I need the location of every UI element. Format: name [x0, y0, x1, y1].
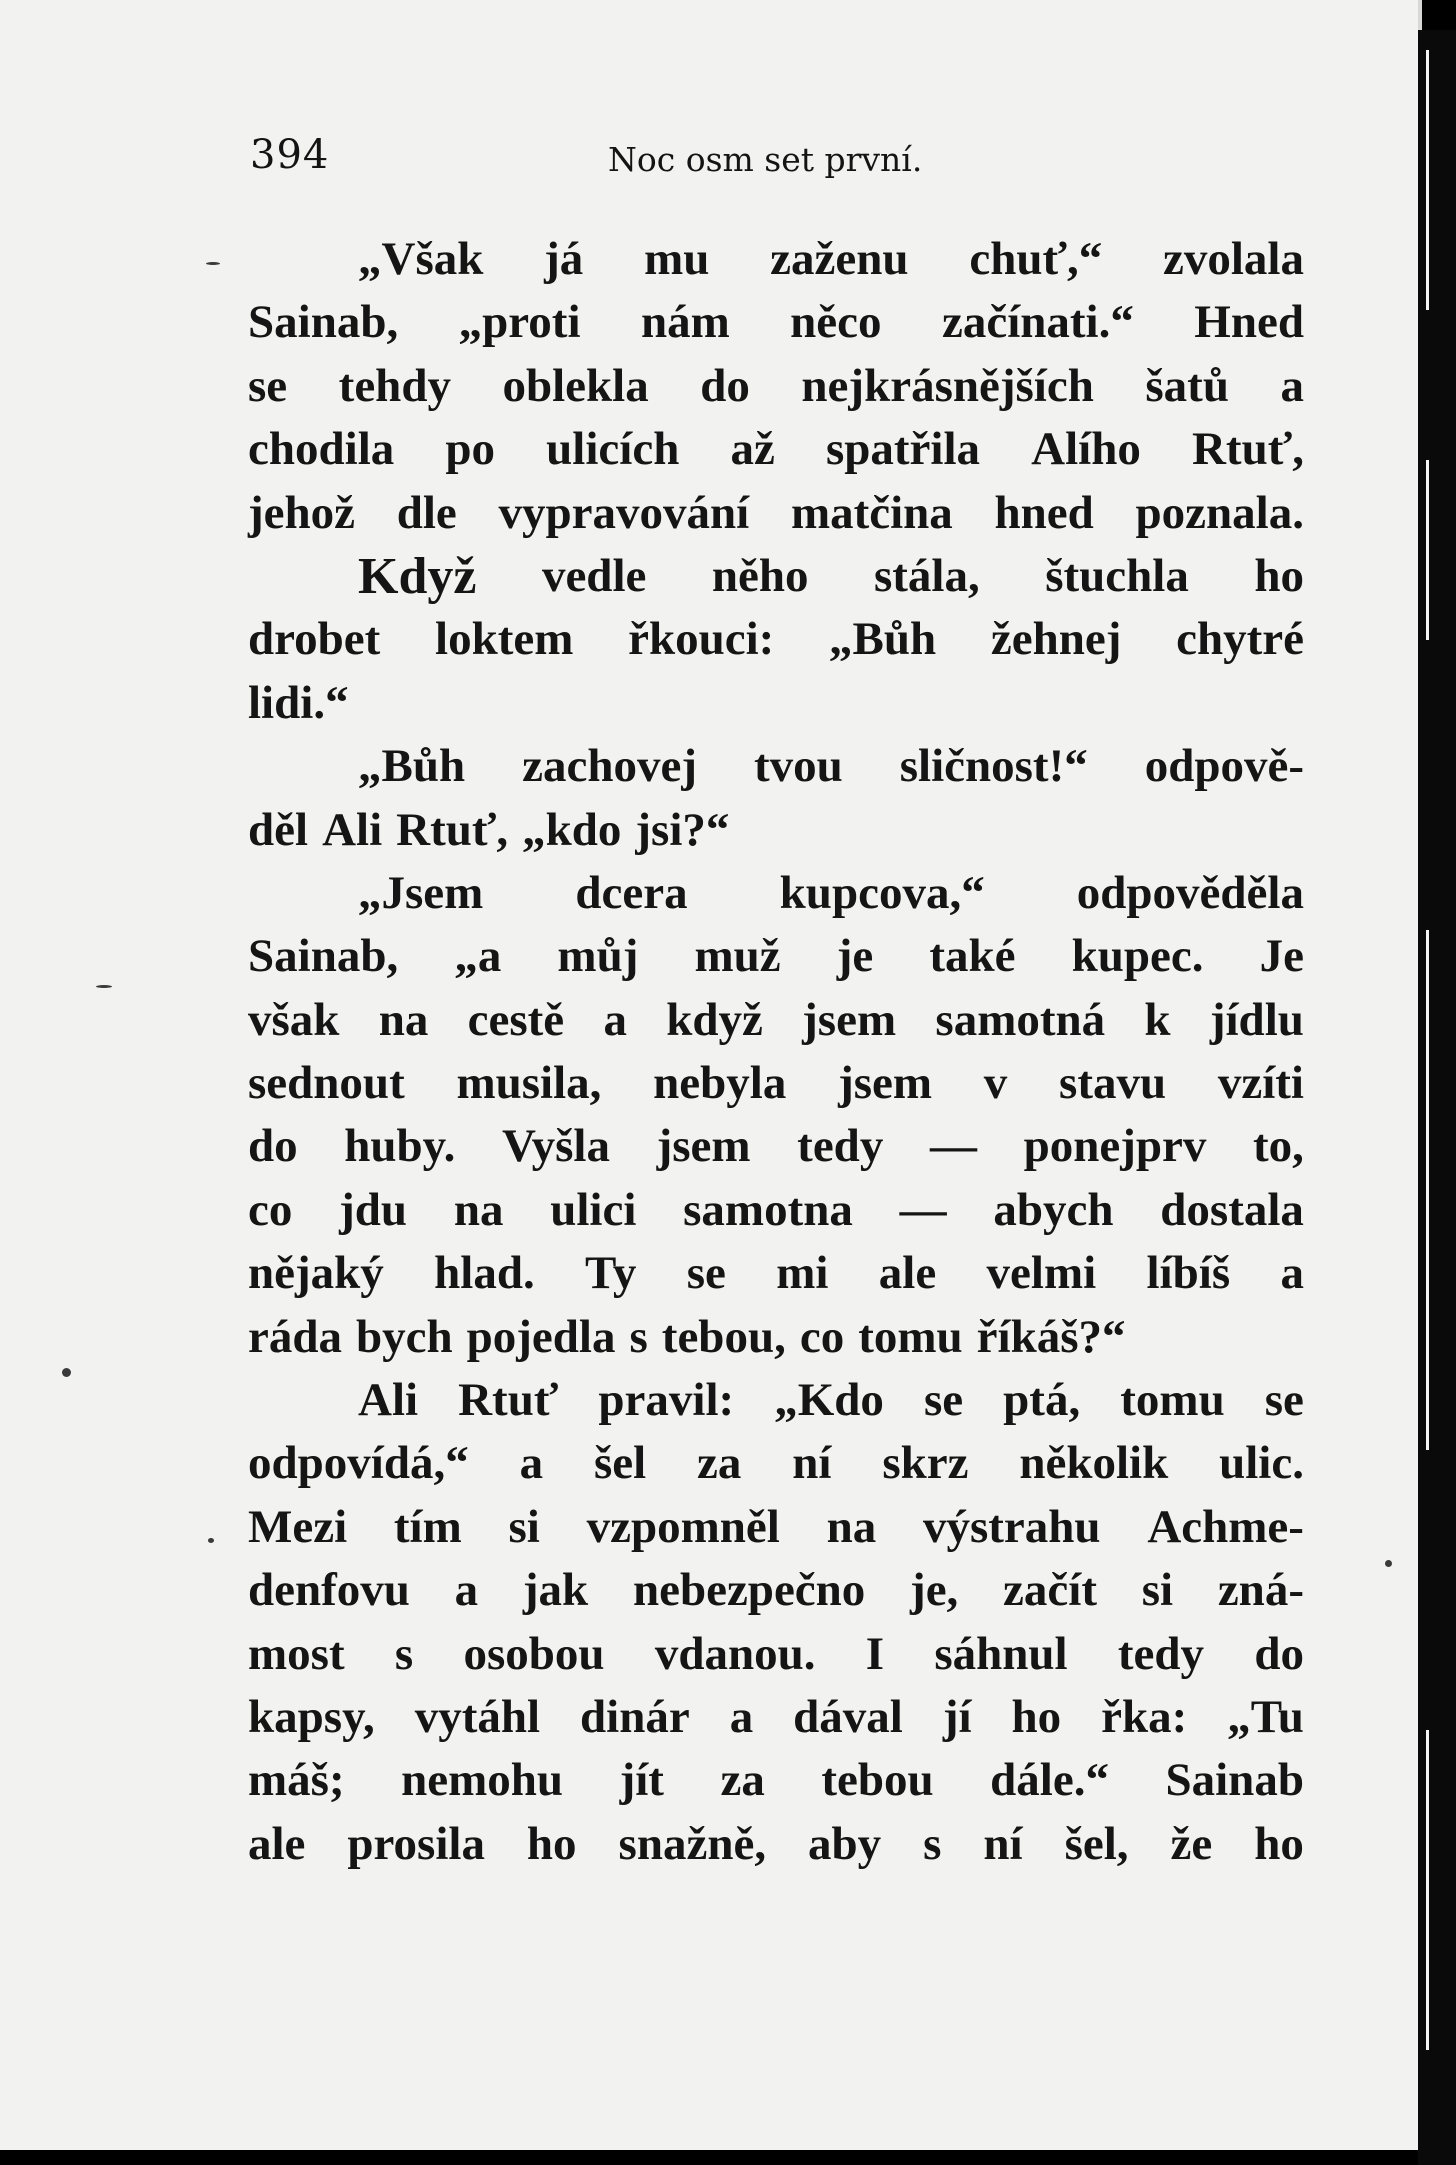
word: několik	[1019, 1437, 1169, 1490]
word: pravil:	[598, 1374, 735, 1427]
word: až	[730, 423, 775, 476]
word: ulici	[550, 1183, 637, 1236]
text-line	[248, 989, 1304, 1052]
edge-stripe	[1426, 930, 1429, 1450]
word: huby.	[344, 1120, 456, 1173]
word: na	[378, 993, 429, 1046]
word: mi	[776, 1247, 829, 1300]
word: šel	[593, 1437, 647, 1490]
text-line	[248, 1432, 1304, 1495]
word: začít	[1003, 1564, 1097, 1617]
word: zachovej	[522, 740, 697, 793]
text-line	[248, 291, 1304, 354]
word: Hned	[1194, 296, 1304, 349]
word: „a	[454, 930, 502, 983]
word: chodila	[248, 423, 395, 476]
word: „Kdo	[774, 1374, 884, 1427]
word: tebou,	[661, 1310, 786, 1363]
word: „kdo	[522, 803, 622, 856]
word: chytré	[1176, 613, 1304, 666]
word: jsem	[656, 1120, 751, 1173]
word: ulic.	[1219, 1437, 1304, 1490]
word: a	[1280, 1247, 1304, 1300]
word: dcera	[575, 866, 688, 919]
word: dával	[793, 1690, 903, 1743]
text-line	[248, 862, 1304, 925]
word: „Tu	[1227, 1690, 1304, 1743]
page-edge-shadow	[1418, 30, 1456, 2165]
word: tvou	[753, 740, 843, 793]
word: samotna	[683, 1183, 853, 1236]
word: do	[700, 359, 750, 412]
edge-stripe	[1426, 1730, 1429, 2050]
word: nebezpečno	[632, 1564, 866, 1617]
word: v	[983, 1057, 1008, 1110]
word: něho	[711, 549, 809, 602]
word: jít	[619, 1754, 664, 1807]
edge-stripe	[1426, 460, 1429, 640]
word: abych	[993, 1183, 1114, 1236]
word: a	[603, 993, 627, 1046]
word: snažně,	[618, 1817, 767, 1870]
text-line	[248, 925, 1304, 988]
word: Mezi	[248, 1500, 348, 1553]
word: ale	[878, 1247, 937, 1300]
text-line	[248, 608, 1304, 671]
word: po	[445, 423, 496, 476]
word: dle	[396, 486, 457, 539]
word: sáhnul	[934, 1627, 1068, 1680]
word: poznala.	[1135, 486, 1304, 539]
word: stála,	[873, 549, 980, 602]
text-line	[248, 1686, 1304, 1749]
word: jí	[942, 1690, 972, 1743]
word: žehnej	[990, 613, 1122, 666]
word: Ty	[585, 1247, 637, 1300]
word: Ali	[322, 803, 383, 856]
text-line	[248, 1115, 1304, 1178]
word: ní	[792, 1437, 832, 1490]
word: nebyla	[653, 1057, 787, 1110]
word: prosila	[347, 1817, 485, 1870]
word: chuť,“	[969, 233, 1103, 285]
word: Rtuť,	[396, 803, 509, 856]
word: muž	[694, 930, 781, 983]
text-line	[248, 1179, 1304, 1242]
word: je	[836, 930, 874, 983]
word: ní	[983, 1817, 1023, 1870]
word: jak	[522, 1564, 589, 1617]
word: se	[686, 1247, 726, 1300]
word: si	[508, 1500, 540, 1553]
word: I	[865, 1627, 885, 1680]
text-line	[248, 418, 1304, 481]
word: Rtuť	[458, 1374, 559, 1427]
word: dostala	[1160, 1183, 1304, 1236]
word: jdu	[339, 1183, 408, 1236]
word: skrz	[882, 1437, 969, 1490]
word: —	[929, 1120, 977, 1173]
word: „Však	[358, 233, 484, 285]
word: štuchla	[1045, 549, 1189, 602]
word: k	[1144, 993, 1171, 1046]
word: nejkrásnějších	[801, 359, 1094, 412]
word: a	[1280, 359, 1304, 412]
word: Když	[358, 547, 477, 605]
word: za	[720, 1754, 765, 1807]
word: co	[248, 1183, 293, 1236]
text-line	[248, 482, 1304, 545]
word: začínati.“	[941, 296, 1134, 349]
text-line	[248, 1242, 1304, 1305]
word: bych	[356, 1310, 453, 1363]
text-line	[248, 355, 1304, 418]
word: ale	[248, 1817, 306, 1870]
word: odpově-	[1144, 740, 1304, 793]
word: tedy	[1117, 1627, 1205, 1680]
word: drobet	[248, 613, 381, 666]
word: co	[799, 1310, 845, 1363]
word: Sainab	[1165, 1754, 1304, 1807]
word: denfovu	[248, 1564, 410, 1617]
word: na	[826, 1500, 877, 1553]
word: ho	[1254, 549, 1304, 602]
word: ulicích	[546, 423, 680, 476]
word: na	[453, 1183, 504, 1236]
word: —	[899, 1183, 947, 1236]
word: kupec.	[1071, 930, 1204, 983]
word: se	[248, 359, 288, 412]
word: jsem	[838, 1057, 933, 1110]
word: oblekla	[502, 359, 649, 412]
word: tedy	[797, 1120, 884, 1173]
text-line	[248, 545, 1304, 608]
word: Achme-	[1147, 1500, 1304, 1553]
word: ponejprv	[1023, 1120, 1207, 1173]
word: řkouci:	[628, 613, 775, 666]
word: se	[1264, 1374, 1304, 1427]
word: Sainab,	[248, 930, 399, 983]
word: s	[394, 1627, 414, 1680]
word: ho	[526, 1817, 577, 1870]
scan-speck	[206, 262, 220, 265]
word: Alího	[1031, 423, 1141, 476]
word: tím	[393, 1500, 462, 1553]
word: šel,	[1064, 1817, 1129, 1870]
text-line	[248, 1559, 1304, 1622]
word: řka:	[1101, 1690, 1188, 1743]
text-line	[248, 1623, 1304, 1686]
body-text	[248, 228, 1304, 1876]
scan-speck	[62, 1368, 71, 1377]
word: „Jsem	[358, 866, 484, 919]
word: nějaký	[248, 1247, 384, 1300]
word: vzíti	[1217, 1057, 1304, 1110]
word: Vyšla	[501, 1120, 610, 1173]
text-line	[248, 1496, 1304, 1559]
word: tomu	[1120, 1374, 1225, 1427]
word: Ali	[358, 1374, 419, 1427]
scan-speck	[96, 985, 112, 988]
word: Sainab,	[248, 296, 399, 349]
word: dále.“	[990, 1754, 1109, 1807]
word: nám	[640, 296, 730, 349]
word: jehož	[248, 486, 356, 539]
text-line	[248, 1369, 1304, 1432]
word: odpovídá,“	[248, 1437, 469, 1490]
word: a	[519, 1437, 544, 1490]
word: se	[923, 1374, 964, 1427]
word: Je	[1259, 930, 1304, 983]
word: šatů	[1145, 359, 1229, 412]
word: výstrahu	[922, 1500, 1101, 1553]
word: most	[248, 1627, 345, 1680]
word: hlad.	[434, 1247, 535, 1300]
word: něco	[790, 296, 882, 349]
text-line	[248, 1749, 1304, 1812]
word: lidi.“	[248, 676, 349, 729]
word: tebou	[821, 1754, 934, 1807]
word: také	[929, 930, 1016, 983]
edge-stripe	[1426, 50, 1429, 310]
word: dinár	[580, 1690, 690, 1743]
word: děl	[248, 803, 309, 856]
word: „proti	[458, 296, 581, 349]
running-title: Noc osm set první.	[608, 140, 923, 179]
text-line	[248, 735, 1304, 798]
word: matčina	[790, 486, 953, 539]
word: vypravování	[498, 486, 750, 539]
word: líbíš	[1146, 1247, 1231, 1300]
word: s	[923, 1817, 942, 1870]
scan-speck	[1385, 1560, 1392, 1567]
word: já	[544, 233, 584, 285]
word: odpověděla	[1076, 866, 1304, 919]
word: stavu	[1059, 1057, 1167, 1110]
word: pojedla	[466, 1310, 616, 1363]
word: sličnost!“	[899, 740, 1088, 793]
word: ho	[1011, 1690, 1062, 1743]
word: do	[1254, 1627, 1304, 1680]
word: vedle	[541, 549, 647, 602]
word: aby	[808, 1817, 882, 1870]
word: jsem	[802, 993, 897, 1046]
word: kupcova,“	[779, 866, 985, 919]
word: jídlu	[1209, 993, 1304, 1046]
word: a	[729, 1690, 754, 1743]
word: to,	[1253, 1120, 1304, 1173]
word: osobou	[463, 1627, 605, 1680]
word: vdanou.	[654, 1627, 816, 1680]
running-head	[250, 132, 970, 180]
word: mu	[644, 233, 710, 285]
text-line	[248, 799, 1304, 862]
word: Rtuť,	[1191, 423, 1304, 476]
word: hned	[994, 486, 1094, 539]
word: říkáš?“	[976, 1310, 1126, 1363]
word: můj	[557, 930, 639, 983]
word: „Bůh	[358, 740, 466, 793]
word: máš;	[248, 1754, 345, 1807]
word: si	[1141, 1564, 1174, 1617]
word: vzpomněl	[586, 1500, 780, 1553]
word: „Bůh	[829, 613, 937, 666]
text-line	[248, 1306, 1304, 1369]
word: když	[666, 993, 763, 1046]
page-number: 394	[250, 132, 330, 178]
word: ho	[1254, 1817, 1304, 1870]
text-line	[248, 1052, 1304, 1115]
word: kapsy,	[248, 1690, 375, 1743]
scan-speck	[208, 1538, 214, 1543]
word: velmi	[986, 1247, 1097, 1300]
word: zná-	[1217, 1564, 1304, 1617]
word: zvolala	[1163, 233, 1304, 285]
text-line	[248, 1813, 1304, 1876]
word: nemohu	[401, 1754, 564, 1807]
word: ráda	[248, 1310, 342, 1363]
word: loktem	[435, 613, 574, 666]
word: musila,	[456, 1057, 602, 1110]
word: za	[697, 1437, 742, 1490]
word: spatřila	[825, 423, 981, 476]
word: s	[629, 1310, 648, 1363]
word: však	[248, 993, 340, 1046]
word: vytáhl	[414, 1690, 541, 1743]
word: a	[454, 1564, 479, 1617]
word: samotná	[935, 993, 1106, 1046]
word: že	[1170, 1817, 1213, 1870]
word: jsi?“	[635, 803, 730, 856]
word: zaženu	[770, 233, 909, 285]
word: tehdy	[338, 359, 451, 412]
word: do	[248, 1120, 298, 1173]
word: ptá,	[1003, 1374, 1081, 1427]
word: sednout	[248, 1057, 405, 1110]
text-line	[248, 228, 1304, 291]
word: cestě	[467, 993, 565, 1046]
word: tomu	[858, 1310, 963, 1363]
word: je,	[910, 1564, 959, 1617]
text-line	[248, 672, 1304, 735]
